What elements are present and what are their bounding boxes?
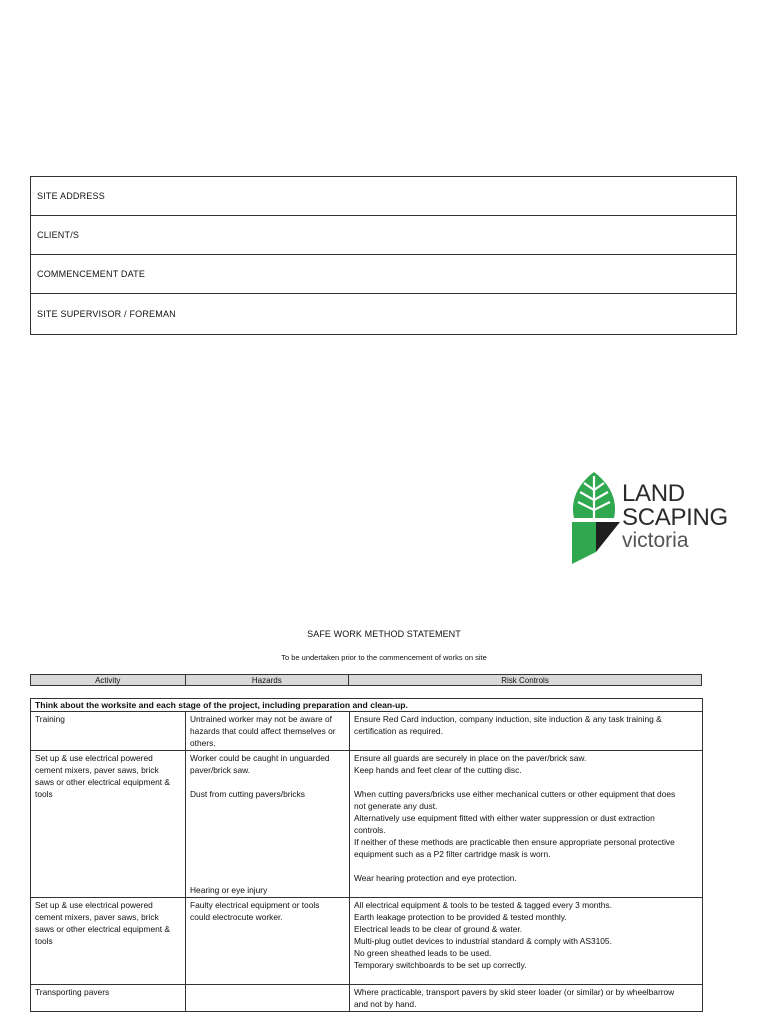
cell-line: Keep hands and feet clear of the cutting disc. [354, 765, 522, 775]
clients-field[interactable] [31, 216, 736, 255]
cell-line: cement mixers, paver saws, brick [35, 765, 159, 775]
controls-cell [350, 751, 703, 898]
cell-line: and not by hand. [354, 999, 417, 1009]
cell-line: No green sheathed leads to be used. [354, 948, 492, 958]
cell-line: equipment such as a P2 filter cartridge mask is worn. [354, 849, 551, 859]
header-activity: Activity [31, 675, 186, 685]
cell-line [354, 776, 698, 788]
cell-line [190, 812, 345, 824]
cell-line [354, 884, 698, 896]
table-intro-row [31, 699, 703, 712]
cell-line: Set up & use electrical powered [35, 753, 153, 763]
table-row [31, 985, 703, 1012]
cell-line: Faulty electrical equipment or tools [190, 900, 320, 910]
cell-line: Ensure all guards are securely in place on the paver/brick saw. [354, 753, 587, 763]
cell-line: Dust from cutting pavers/bricks [190, 789, 305, 799]
hazards-cell [186, 985, 350, 1012]
header-hazards: Hazards [186, 675, 350, 685]
commencement-date-label: COMMENCEMENT DATE [37, 269, 146, 279]
cell-line: Multi-plug outlet devices to industrial standard & comply with AS3105. [354, 936, 612, 946]
hazards-cell [186, 751, 350, 898]
cell-line: Transporting pavers [35, 987, 110, 997]
cell-line: controls. [354, 825, 386, 835]
cell-line: Alternatively use equipment fitted with either water suppression or dust extraction [354, 813, 655, 823]
cell-line: Hearing or eye injury [190, 885, 268, 895]
cell-line: Wear hearing protection and eye protection. [354, 873, 517, 883]
cell-line: Earth leakage protection to be provided & tested monthly. [354, 912, 567, 922]
cell-line: not generate any dust. [354, 801, 438, 811]
cell-line [354, 971, 698, 983]
cell-line: Set up & use electrical powered [35, 900, 153, 910]
cell-line: Ensure Red Card induction, company induction, site induction & any task training & [354, 714, 662, 724]
table-row [31, 898, 703, 985]
leaf-icon [566, 470, 622, 566]
header-risk-controls: Risk Controls [501, 675, 549, 685]
cell-line [190, 824, 345, 836]
table-row [31, 751, 703, 898]
cell-line: saws or other electrical equipment & [35, 777, 170, 787]
cell-line [190, 848, 345, 860]
controls-cell [350, 712, 703, 751]
cell-line: certification as required. [354, 726, 443, 736]
cell-line: Where practicable, transport pavers by skid steer loader (or similar) or by wheelbarrow [354, 987, 675, 997]
cell-line [354, 860, 698, 872]
cell-line: tools [35, 789, 53, 799]
hazards-cell [186, 898, 350, 985]
cell-line: Electrical leads to be clear of ground & water. [354, 924, 523, 934]
activity-cell [31, 985, 186, 1012]
cell-line [190, 860, 345, 872]
clients-label: CLIENT/S [37, 230, 80, 240]
document-title: SAFE WORK METHOD STATEMENT [307, 629, 461, 639]
cell-line: When cutting pavers/bricks use either mechanical cutters or other equipment that does [354, 789, 676, 799]
cell-line: saws or other electrical equipment & [35, 924, 170, 934]
logo-text-land: LAND [622, 480, 685, 507]
site-details-box [30, 176, 737, 335]
site-supervisor-label: SITE SUPERVISOR / FOREMAN [37, 309, 176, 319]
logo-text-victoria: victoria [622, 529, 689, 552]
cell-line: paver/brick saw. [190, 765, 251, 775]
landscaping-victoria-logo [566, 470, 741, 566]
table-header [30, 674, 702, 686]
activity-cell [31, 712, 186, 751]
site-address-field[interactable] [31, 177, 736, 216]
cell-line: If neither of these methods are practicable then ensure appropriate personal protective [354, 837, 675, 847]
hazards-cell [186, 712, 350, 751]
cell-line [190, 776, 345, 788]
cell-line: hazards that could affect themselves or [190, 726, 336, 736]
commencement-date-field[interactable] [31, 255, 736, 294]
cell-line: cement mixers, paver saws, brick [35, 912, 159, 922]
cell-line: others. [190, 738, 216, 748]
cell-line: Worker could be caught in unguarded [190, 753, 330, 763]
table-row [31, 712, 703, 751]
cell-line: Temporary switchboards to be set up correctly. [354, 960, 527, 970]
site-address-label: SITE ADDRESS [37, 191, 105, 201]
site-supervisor-field[interactable] [31, 294, 736, 334]
activity-cell [31, 898, 186, 985]
cell-line [190, 836, 345, 848]
document-subtitle: To be undertaken prior to the commencement of works on site [281, 653, 487, 662]
activity-cell [31, 751, 186, 898]
cell-line [190, 872, 345, 884]
table-intro: Think about the worksite and each stage of the project, including preparation and clean-up. [31, 699, 703, 712]
cell-line: All electrical equipment & tools to be tested & tagged every 3 months. [354, 900, 612, 910]
swms-table [30, 698, 703, 1012]
cell-line [190, 800, 345, 812]
cell-line [190, 986, 345, 998]
controls-cell [350, 898, 703, 985]
controls-cell [350, 985, 703, 1012]
cell-line: could electrocute worker. [190, 912, 283, 922]
cell-line: tools [35, 936, 53, 946]
cell-line: Training [35, 714, 65, 724]
cell-line: Untrained worker may not be aware of [190, 714, 332, 724]
logo-text-scaping: SCAPING [622, 504, 728, 531]
